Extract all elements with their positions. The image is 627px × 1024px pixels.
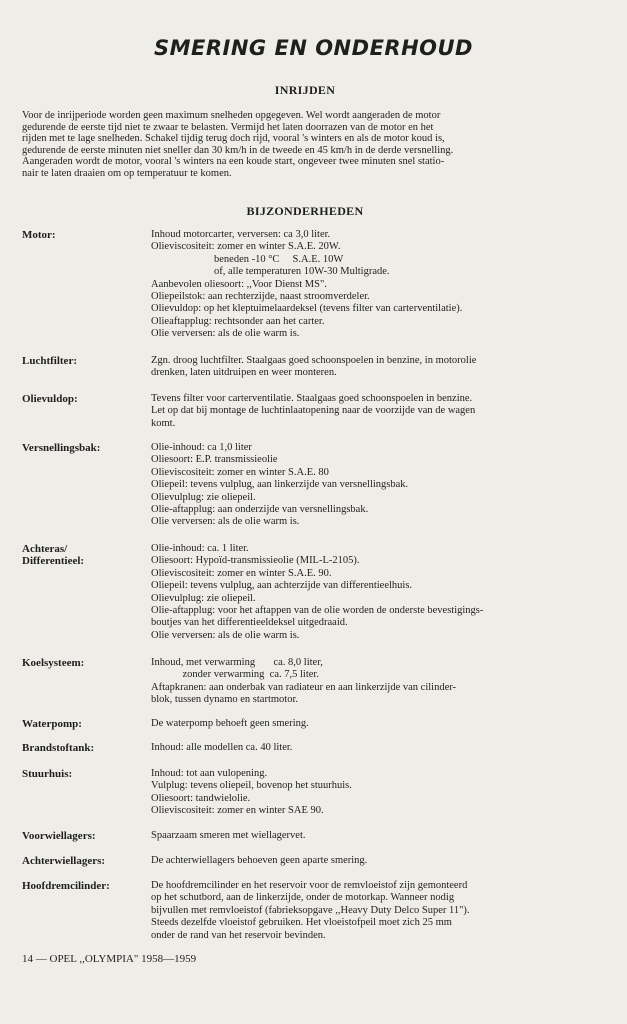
spec-value-line: Vulplug: tevens oliepeil, bovenop het stuurhuis.	[151, 780, 352, 792]
spec-value-line: Aftapkranen: aan onderbak van radiateur en aan linkerzijde van cilinder-	[151, 681, 457, 693]
inrijden-line: gedurende de eerste minuten niet sneller dan 30 km/h in de tweede en 45 km/h in de derde versnelling.	[22, 144, 454, 156]
spec-label: Olievuldop:	[22, 393, 78, 405]
spec-value	[151, 855, 591, 867]
spec-value-line: Olie-inhoud: ca 1,0 liter	[151, 442, 252, 453]
inrijden-line: gedurende de eerste tijd niet te zwaar te belasten. Vermijd het laten doorrazen van de motor en het	[22, 121, 434, 133]
spec-value-line: Let op dat bij montage de luchtinlaatopening naar de voorzijde van de wagen	[151, 405, 476, 417]
spec-value-line: blok, tussen dynamo en startmotor.	[151, 694, 298, 706]
spec-value-line: Olie verversen: als de olie warm is.	[151, 328, 300, 340]
spec-value-line: Oliesoort: Hypoïd-transmissieolie (MIL-L-2105).	[151, 555, 360, 567]
spec-value-line: Olievulplug: zie oliepeil.	[151, 592, 256, 604]
spec-value-line: Aanbevolen oliesoort: ,,Voor Dienst MS".	[151, 278, 327, 290]
spec-value-line: Olie-aftapplug: voor het aftappen van de olie worden de onderste bevestigings-	[151, 605, 484, 617]
spec-value-line: Oliepeil: tevens vulplug, aan linkerzijde van versnellingsbak.	[151, 479, 409, 491]
spec-value-line: Oliepeil: tevens vulplug, aan achterzijde van differentieelhuis.	[151, 580, 413, 592]
spec-value-line: De waterpomp behoeft geen smering.	[151, 718, 309, 729]
inrijden-line: Aangeraden wordt de motor, vooral 's winters na een koude start, ongeveer twee minuten snel statio-	[22, 156, 445, 168]
spec-label: Versnellingsbak:	[22, 442, 101, 454]
spec-value-line: Inhoud, met verwarming ca. 8,0 liter,	[151, 657, 323, 668]
spec-value-line: drenken, laten uitdruipen en weer monteren.	[151, 367, 337, 379]
spec-value-line: beneden -10 °C S.A.E. 10W	[151, 253, 344, 265]
spec-value-line: Olie verversen: als de olie warm is.	[151, 629, 300, 641]
inrijden-paragraph	[22, 110, 587, 180]
spec-value-line: Oliesoort: tandwielolie.	[151, 792, 251, 804]
spec-value-line: Olieviscositeit: zomer en winter S.A.E. 90.	[151, 567, 332, 579]
spec-label: Achterwiellagers:	[22, 855, 106, 867]
spec-value-line: Oliepeilstok: aan rechterzijde, naast stroomverdeler.	[151, 291, 370, 303]
page-footer: 14 — OPEL ,,OLYMPIA" 1958—1959	[22, 953, 197, 965]
spec-value	[151, 830, 591, 842]
spec-value-line: De hoofdremcilinder en het reservoir voor de remvloeistof zijn gemonteerd	[151, 880, 468, 891]
spec-value-line: Inhoud: alle modellen ca. 40 liter.	[151, 742, 293, 753]
spec-value-line: Olieviscositeit: zomer en winter S.A.E. 20W.	[151, 241, 341, 253]
spec-value-line: onder de rand van het reservoir bevinden.	[151, 929, 326, 941]
spec-value-line: Tevens filter voor carterventilatie. Staalgaas goed schoonspoelen in benzine.	[151, 393, 473, 404]
spec-label: Koelsysteem:	[22, 657, 85, 669]
spec-value-line: boutjes van het differentieeldeksel uitgedraaid.	[151, 617, 348, 629]
spec-label: Motor:	[22, 229, 56, 241]
spec-label: Voorwiellagers:	[22, 830, 96, 842]
spec-value-line: Olievuldop: op het kleptuimelaardeksel (tevens filter van carterventilatie).	[151, 303, 463, 315]
spec-value-line: op het schutbord, aan de linkerzijde, onder de motorkap. Wanneer nodig	[151, 892, 455, 904]
spec-label: Achteras/ Differentieel:	[22, 543, 85, 568]
inrijden-line: rijden met te lage snelheden. Schakel tijdig terug doch rijd, vooral 's winters en als de motor koud is,	[22, 133, 445, 145]
spec-value	[151, 442, 591, 529]
spec-value-line: bijvullen met remvloeistof (fabrieksopgave ,,Heavy Duty Delco Super 11").	[151, 904, 470, 916]
inrijden-line: Voor de inrijperiode worden geen maximum snelheden opgegeven. Wel wordt aangeraden de motor	[22, 110, 441, 121]
inrijden-line: nair te laten draaien om op temperatuur te komen.	[22, 167, 232, 179]
spec-value-line: Steeds dezelfde vloeistof gebruiken. Het vloeistofpeil moet zich 25 mm	[151, 917, 452, 929]
spec-value-line: Olie-aftapplug: aan onderzijde van versnellingsbak.	[151, 504, 369, 516]
spec-value-line: Olievulplug: zie oliepeil.	[151, 491, 256, 503]
spec-label: Luchtfilter:	[22, 355, 77, 367]
spec-value	[151, 543, 591, 642]
spec-value	[151, 718, 591, 730]
spec-value-line: Oliesoort: E.P. transmissieolie	[151, 454, 278, 466]
spec-value	[151, 880, 591, 942]
spec-value	[151, 229, 591, 341]
spec-value-line: of, alle temperaturen 10W-30 Multigrade.	[151, 266, 390, 278]
spec-value-line: Olieviscositeit: zomer en winter S.A.E. 80	[151, 466, 329, 478]
spec-value-line: Inhoud motorcarter, verversen: ca 3,0 liter.	[151, 229, 331, 240]
spec-value-line: De achterwiellagers behoeven geen aparte smering.	[151, 855, 368, 866]
spec-value-line: Spaarzaam smeren met wiellagervet.	[151, 830, 306, 841]
inrijden-heading: INRIJDEN	[274, 83, 336, 97]
spec-value-line: komt.	[151, 417, 176, 429]
spec-label: Hoofdremcilinder:	[22, 880, 110, 892]
spec-value-line: Olieviscositeit: zomer en winter SAE 90.	[151, 805, 324, 817]
spec-label: Brandstoftank:	[22, 742, 95, 754]
spec-value-line: Olie-inhoud: ca. 1 liter.	[151, 543, 249, 554]
spec-value-line: Zgn. droog luchtfilter. Staalgaas goed schoonspoelen in benzine, in motorolie	[151, 355, 477, 366]
spec-label: Waterpomp:	[22, 718, 82, 730]
bijzonderheden-heading: BIJZONDERHEDEN	[246, 204, 364, 218]
spec-label: Stuurhuis:	[22, 768, 73, 780]
spec-value-line: Olie verversen: als de olie warm is.	[151, 516, 300, 528]
spec-value	[151, 742, 591, 754]
spec-value-line: zonder verwarming ca. 7,5 liter.	[151, 669, 319, 681]
spec-value	[151, 657, 591, 707]
spec-value-line: Olieaftapplug: rechtsonder aan het carter.	[151, 315, 325, 327]
page-title: SMERING EN ONDERHOUD	[154, 36, 473, 60]
spec-value	[151, 768, 591, 818]
spec-value-line: Inhoud: tot aan vulopening.	[151, 768, 268, 779]
spec-value	[151, 355, 591, 380]
spec-value	[151, 393, 591, 430]
